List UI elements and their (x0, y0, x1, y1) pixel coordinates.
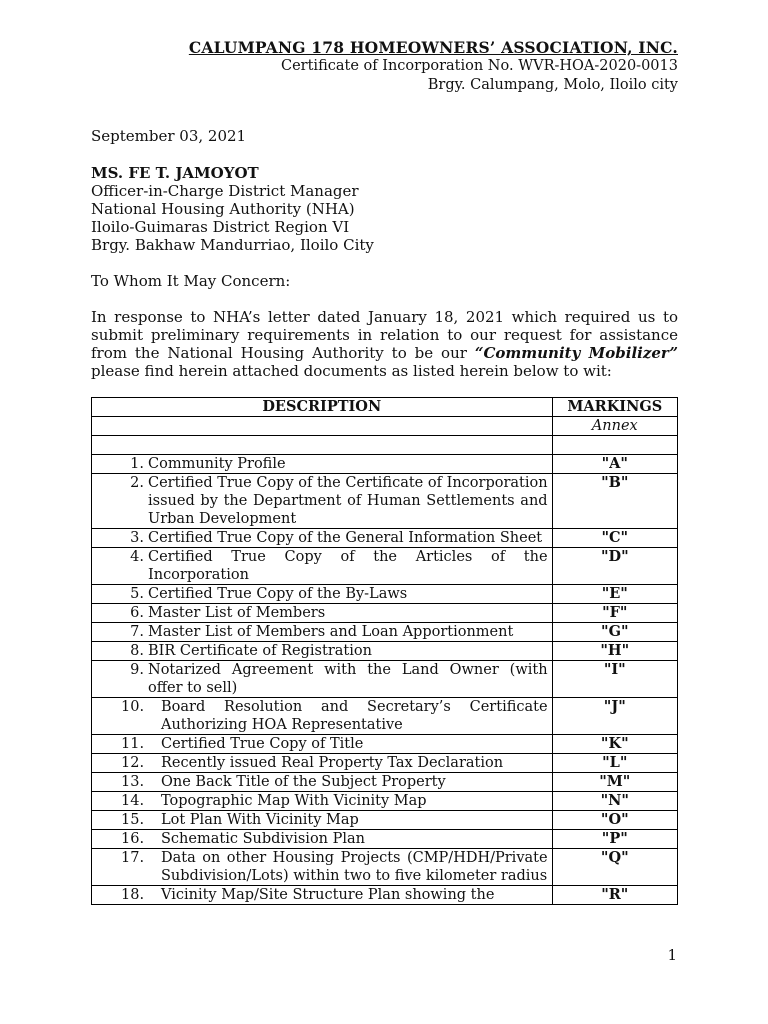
blank-cell (92, 417, 553, 436)
item-number: 10. (121, 699, 145, 715)
marking-cell: "F" (552, 604, 677, 623)
markings-header: MARKINGS (552, 398, 677, 417)
organization-name: CALUMPANG 178 HOMEOWNERS’ ASSOCIATION, INC. (188, 38, 678, 57)
recipient-title: Officer-in-Charge District Manager (91, 182, 359, 200)
recipient-address: Brgy. Bakhaw Mandurriao, Iloilo City (91, 236, 374, 254)
item-number: 11. (121, 736, 145, 752)
item-number: 2. (130, 475, 144, 491)
description-cell (92, 529, 553, 548)
item-description: Vicinity Map/Site Structure Plan showing the (161, 887, 495, 903)
item-description: Certified True Copy of the Certificate of Incorporation issued by the Department of Human Settlements and Urban Development (148, 475, 548, 527)
recipient-name: MS. FE T. JAMOYOT (91, 164, 259, 182)
item-description: One Back Title of the Subject Property (161, 774, 446, 790)
organization-address: Brgy. Calumpang, Molo, Iloilo city (427, 77, 678, 93)
marking-cell: "M" (552, 773, 677, 792)
item-description: Lot Plan With Vicinity Map (161, 812, 359, 828)
item-description: Notarized Agreement with the Land Owner (with offer to sell) (148, 662, 548, 696)
item-number: 15. (121, 812, 145, 828)
table-row (92, 474, 678, 529)
recipient-agency: National Housing Authority (NHA) (91, 200, 355, 218)
page-number: 1 (667, 946, 677, 964)
marking-cell: "L" (552, 754, 677, 773)
description-cell (92, 661, 553, 698)
item-number: 8. (130, 643, 144, 659)
description-header: DESCRIPTION (92, 398, 553, 417)
table-header-row (92, 398, 678, 417)
table-row (92, 623, 678, 642)
description-cell (92, 548, 553, 585)
table-row (92, 773, 678, 792)
annex-table (91, 397, 678, 905)
table-blank-row (92, 436, 678, 455)
description-cell (92, 474, 553, 529)
table-row (92, 604, 678, 623)
item-number: 18. (121, 887, 145, 903)
table-row (92, 849, 678, 886)
item-description: Certified True Copy of Title (161, 736, 364, 752)
item-description: Data on other Housing Projects (CMP/HDH/Private Subdivision/Lots) within two to five kilometer radius (161, 850, 548, 884)
description-cell (92, 792, 553, 811)
item-number: 17. (121, 850, 145, 866)
letterhead (189, 38, 678, 95)
intro-text-before: In response to NHA’s letter dated January 18, 2021 which required us to submit preliminary requirements in relation to our request for assistance from the National Housing Authority to be our (91, 308, 678, 362)
blank-cell (552, 436, 677, 455)
description-cell (92, 455, 553, 474)
table-row (92, 792, 678, 811)
marking-cell: "I" (552, 661, 677, 698)
marking-cell: "Q" (552, 849, 677, 886)
item-description: Schematic Subdivision Plan (161, 831, 365, 847)
table-row (92, 735, 678, 754)
item-description: Certified True Copy of the By-Laws (148, 586, 408, 602)
item-description: Certified True Copy of the General Information Sheet (148, 530, 543, 546)
marking-cell: "B" (552, 474, 677, 529)
marking-cell: "K" (552, 735, 677, 754)
description-cell (92, 623, 553, 642)
item-number: 12. (121, 755, 145, 771)
table-row (92, 529, 678, 548)
item-description: Certified True Copy of the Articles of the Incorporation (148, 549, 548, 583)
table-row (92, 698, 678, 735)
item-number: 3. (130, 530, 144, 546)
table-row (92, 642, 678, 661)
table-subheader-row (92, 417, 678, 436)
item-description: Board Resolution and Secretary’s Certificate Authorizing HOA Representative (161, 699, 548, 733)
table-row (92, 455, 678, 474)
marking-cell: "E" (552, 585, 677, 604)
table-row (92, 585, 678, 604)
marking-cell: "N" (552, 792, 677, 811)
item-description: Recently issued Real Property Tax Declaration (161, 755, 504, 771)
item-description: Topographic Map With Vicinity Map (161, 793, 427, 809)
description-cell (92, 585, 553, 604)
description-cell (92, 830, 553, 849)
table-row (92, 886, 678, 905)
salutation: To Whom It May Concern: (91, 272, 291, 290)
table-row (92, 811, 678, 830)
item-number: 13. (121, 774, 145, 790)
marking-cell: "H" (552, 642, 677, 661)
item-description: Master List of Members (148, 605, 326, 621)
description-cell (92, 698, 553, 735)
description-cell (92, 754, 553, 773)
item-number: 7. (130, 624, 144, 640)
item-number: 4. (130, 549, 144, 565)
marking-cell: "G" (552, 623, 677, 642)
intro-text-after: please find herein attached documents as listed herein below to wit: (91, 362, 612, 380)
table-row (92, 661, 678, 698)
description-cell (92, 642, 553, 661)
marking-cell: "A" (552, 455, 677, 474)
marking-cell: "P" (552, 830, 677, 849)
letter-date: September 03, 2021 (91, 127, 247, 145)
table-row (92, 830, 678, 849)
item-number: 16. (121, 831, 145, 847)
recipient-region: Iloilo-Guimaras District Region VI (91, 218, 350, 236)
item-number: 9. (130, 662, 144, 678)
intro-paragraph (91, 308, 678, 380)
table-row (92, 754, 678, 773)
item-description: Master List of Members and Loan Apportionment (148, 624, 514, 640)
marking-cell: "D" (552, 548, 677, 585)
certificate-number: Certificate of Incorporation No. WVR-HOA-2020-0013 (281, 58, 678, 74)
blank-cell (92, 436, 553, 455)
item-description: BIR Certificate of Registration (148, 643, 372, 659)
marking-cell: "J" (552, 698, 677, 735)
item-number: 1. (130, 456, 144, 472)
item-number: 14. (121, 793, 145, 809)
table-row (92, 548, 678, 585)
description-cell (92, 773, 553, 792)
item-number: 5. (130, 586, 144, 602)
annex-subheader: Annex (552, 417, 677, 436)
recipient-block (91, 164, 678, 254)
description-cell (92, 849, 553, 886)
description-cell (92, 811, 553, 830)
item-description: Community Profile (148, 456, 286, 472)
marking-cell: "R" (552, 886, 677, 905)
marking-cell: "O" (552, 811, 677, 830)
description-cell (92, 886, 553, 905)
description-cell (92, 604, 553, 623)
marking-cell: "C" (552, 529, 677, 548)
description-cell (92, 735, 553, 754)
item-number: 6. (130, 605, 144, 621)
intro-emphasis: “Community Mobilizer” (474, 344, 679, 362)
